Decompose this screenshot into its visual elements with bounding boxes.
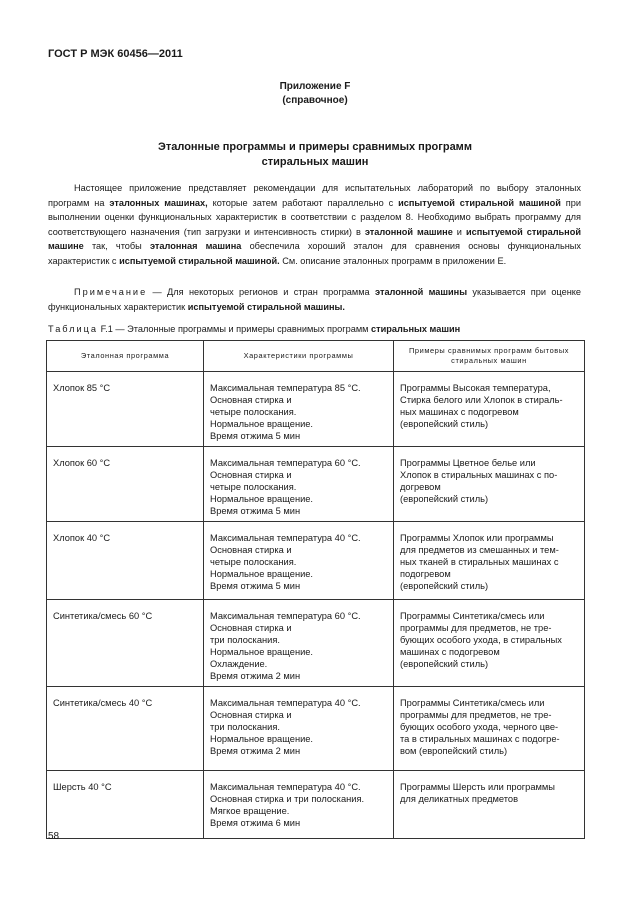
examples-line: (европейский стиль) <box>400 419 489 429</box>
examples-line: Программы Синтетика/смесь или <box>400 611 545 621</box>
examples-cell <box>394 522 585 600</box>
characteristics-line: Максимальная температура 60 °С. <box>210 611 361 621</box>
note-label: Примечание <box>74 287 148 297</box>
characteristics-line: Время отжима 2 мин <box>210 671 301 681</box>
characteristics-line: три полоскания. <box>210 722 280 732</box>
examples-line: Хлопок в стиральных машинах с по- <box>400 470 558 480</box>
examples-line: вом (европейский стиль) <box>400 746 508 756</box>
examples-line: (европейский стиль) <box>400 581 489 591</box>
examples-cell <box>394 687 585 771</box>
table-row <box>47 771 585 839</box>
characteristics-line: Основная стирка и <box>210 710 292 720</box>
examples-line: бующих особого ухода, черного цве- <box>400 722 559 732</box>
reference-program-cell <box>47 372 204 447</box>
examples-line: Программы Хлопок или программы <box>400 533 554 543</box>
examples-line: та в стиральных машинах с подогре- <box>400 734 560 744</box>
characteristics-cell <box>204 687 394 771</box>
annex-title-line-1: Эталонные программы и примеры сравнимых программ <box>158 141 472 153</box>
examples-cell <box>394 447 585 522</box>
reference-programs-table <box>46 340 585 839</box>
annex-heading <box>0 80 630 108</box>
characteristics-line: Максимальная температура 40 °С. <box>210 782 361 792</box>
annex-title-line-2: стиральных машин <box>261 156 369 168</box>
header-comparable-programs: Примеры сравнимых программ бытовых стиральных машин <box>394 341 585 372</box>
table-body <box>47 372 585 839</box>
characteristics-line: Основная стирка и три полоскания. <box>210 794 365 804</box>
characteristics-line: Время отжима 6 мин <box>210 818 301 828</box>
reference-program-cell <box>47 522 204 600</box>
characteristics-line: Нормальное вращение. <box>210 419 314 429</box>
header-reference-program: Эталонная программа <box>47 341 204 372</box>
characteristics-cell <box>204 447 394 522</box>
reference-program-name: Хлопок 85 °С <box>53 383 111 393</box>
examples-line: для деликатных предметов <box>400 794 519 804</box>
characteristics-line: Мягкое вращение. <box>210 806 290 816</box>
reference-program-name: Синтетика/смесь 40 °С <box>53 698 153 708</box>
annex-type: (справочное) <box>282 95 348 106</box>
characteristics-line: Максимальная температура 40 °С. <box>210 533 361 543</box>
reference-program-cell <box>47 771 204 839</box>
characteristics-line: четыре полоскания. <box>210 482 297 492</box>
table-caption-label: Таблица <box>48 324 99 334</box>
examples-cell <box>394 600 585 687</box>
table-row <box>47 447 585 522</box>
characteristics-line: Время отжима 5 мин <box>210 431 301 441</box>
table-row <box>47 372 585 447</box>
reference-program-cell <box>47 447 204 522</box>
characteristics-line: Нормальное вращение. <box>210 734 314 744</box>
examples-line: бующих особого ухода, в стиральных <box>400 635 562 645</box>
reference-program-cell <box>47 687 204 771</box>
characteristics-line: три полоскания. <box>210 635 280 645</box>
examples-line: (европейский стиль) <box>400 659 489 669</box>
examples-line: Программы Цветное белье или <box>400 458 536 468</box>
examples-line: ных машинах с подогревом <box>400 407 519 417</box>
characteristics-line: Время отжима 2 мин <box>210 746 301 756</box>
examples-line: Программы Синтетика/смесь или <box>400 698 545 708</box>
examples-line: для предметов из смешанных и тем- <box>400 545 559 555</box>
characteristics-line: четыре полоскания. <box>210 407 297 417</box>
characteristics-line: Время отжима 5 мин <box>210 581 301 591</box>
table-header-row <box>47 341 585 372</box>
examples-line: машинах с подогревом <box>400 647 500 657</box>
examples-line: догревом <box>400 482 441 492</box>
characteristics-line: Основная стирка и <box>210 470 292 480</box>
characteristics-cell <box>204 372 394 447</box>
characteristics-line: Нормальное вращение. <box>210 569 314 579</box>
characteristics-line: Охлаждение. <box>210 659 268 669</box>
table-caption-number: F.1 <box>98 324 113 334</box>
note-paragraph: Примечание — Для некоторых регионов и стран программа эталонной машины указывается при оценке функциональных характеристик испытуемой стиральной машины. <box>48 287 581 312</box>
reference-program-cell <box>47 600 204 687</box>
characteristics-line: Максимальная температура 85 °С. <box>210 383 361 393</box>
examples-line: Программы Высокая температура, <box>400 383 551 393</box>
characteristics-line: Максимальная температура 60 °С. <box>210 458 361 468</box>
characteristics-line: Нормальное вращение. <box>210 647 314 657</box>
characteristics-cell <box>204 600 394 687</box>
examples-line: Программы Шерсть или программы <box>400 782 555 792</box>
annex-label: Приложение F <box>279 81 351 92</box>
characteristics-line: Основная стирка и <box>210 545 292 555</box>
characteristics-line: Время отжима 5 мин <box>210 506 301 516</box>
table-row <box>47 522 585 600</box>
table-row <box>47 687 585 771</box>
characteristics-cell <box>204 771 394 839</box>
examples-line: подогревом <box>400 569 451 579</box>
examples-line: ных тканей в стиральных машинах с <box>400 557 559 567</box>
reference-program-name: Хлопок 60 °С <box>53 458 111 468</box>
characteristics-cell <box>204 522 394 600</box>
reference-program-name: Хлопок 40 °С <box>53 533 111 543</box>
reference-program-name: Шерсть 40 °С <box>53 782 112 792</box>
table-caption: Таблица F.1 — Эталонные программы и примеры сравнимых программ стиральных машин <box>48 324 461 334</box>
characteristics-line: четыре полоскания. <box>210 557 297 567</box>
examples-cell <box>394 771 585 839</box>
page-number: 58 <box>48 831 60 842</box>
characteristics-line: Нормальное вращение. <box>210 494 314 504</box>
header-program-characteristics: Характеристики программы <box>204 341 394 372</box>
annex-title <box>60 140 570 170</box>
table-row <box>47 600 585 687</box>
characteristics-line: Основная стирка и <box>210 395 292 405</box>
reference-program-name: Синтетика/смесь 60 °С <box>53 611 153 621</box>
examples-line: программы для предметов, не тре- <box>400 623 552 633</box>
examples-line: (европейский стиль) <box>400 494 489 504</box>
characteristics-line: Основная стирка и <box>210 623 292 633</box>
examples-line: Стирка белого или Хлопок в стираль- <box>400 395 563 405</box>
intro-paragraph: Настоящее приложение представляет рекомендации для испытательных лабораторий по выбору эталонных программ на эталонных машинах, которые затем работают параллельно с испытуемой стиральной машиной при выполнении оценки функциональных характеристик в соответствии с разделом 8. Необходимо выбрать программу для соответствующего назначения (тип загрузки и интенсивность стирки) в эталонной машине и испытуемой стиральной машине так, чтобы эталонная машина обеспечила хороший эталон для сравнения основы функциональных характеристик с испытуемой стиральной машиной. См. описание эталонных программ в приложении E. <box>48 183 582 266</box>
examples-line: программы для предметов, не тре- <box>400 710 552 720</box>
document-header: ГОСТ Р МЭК 60456—2011 <box>48 48 183 60</box>
examples-cell <box>394 372 585 447</box>
characteristics-line: Максимальная температура 40 °С. <box>210 698 361 708</box>
